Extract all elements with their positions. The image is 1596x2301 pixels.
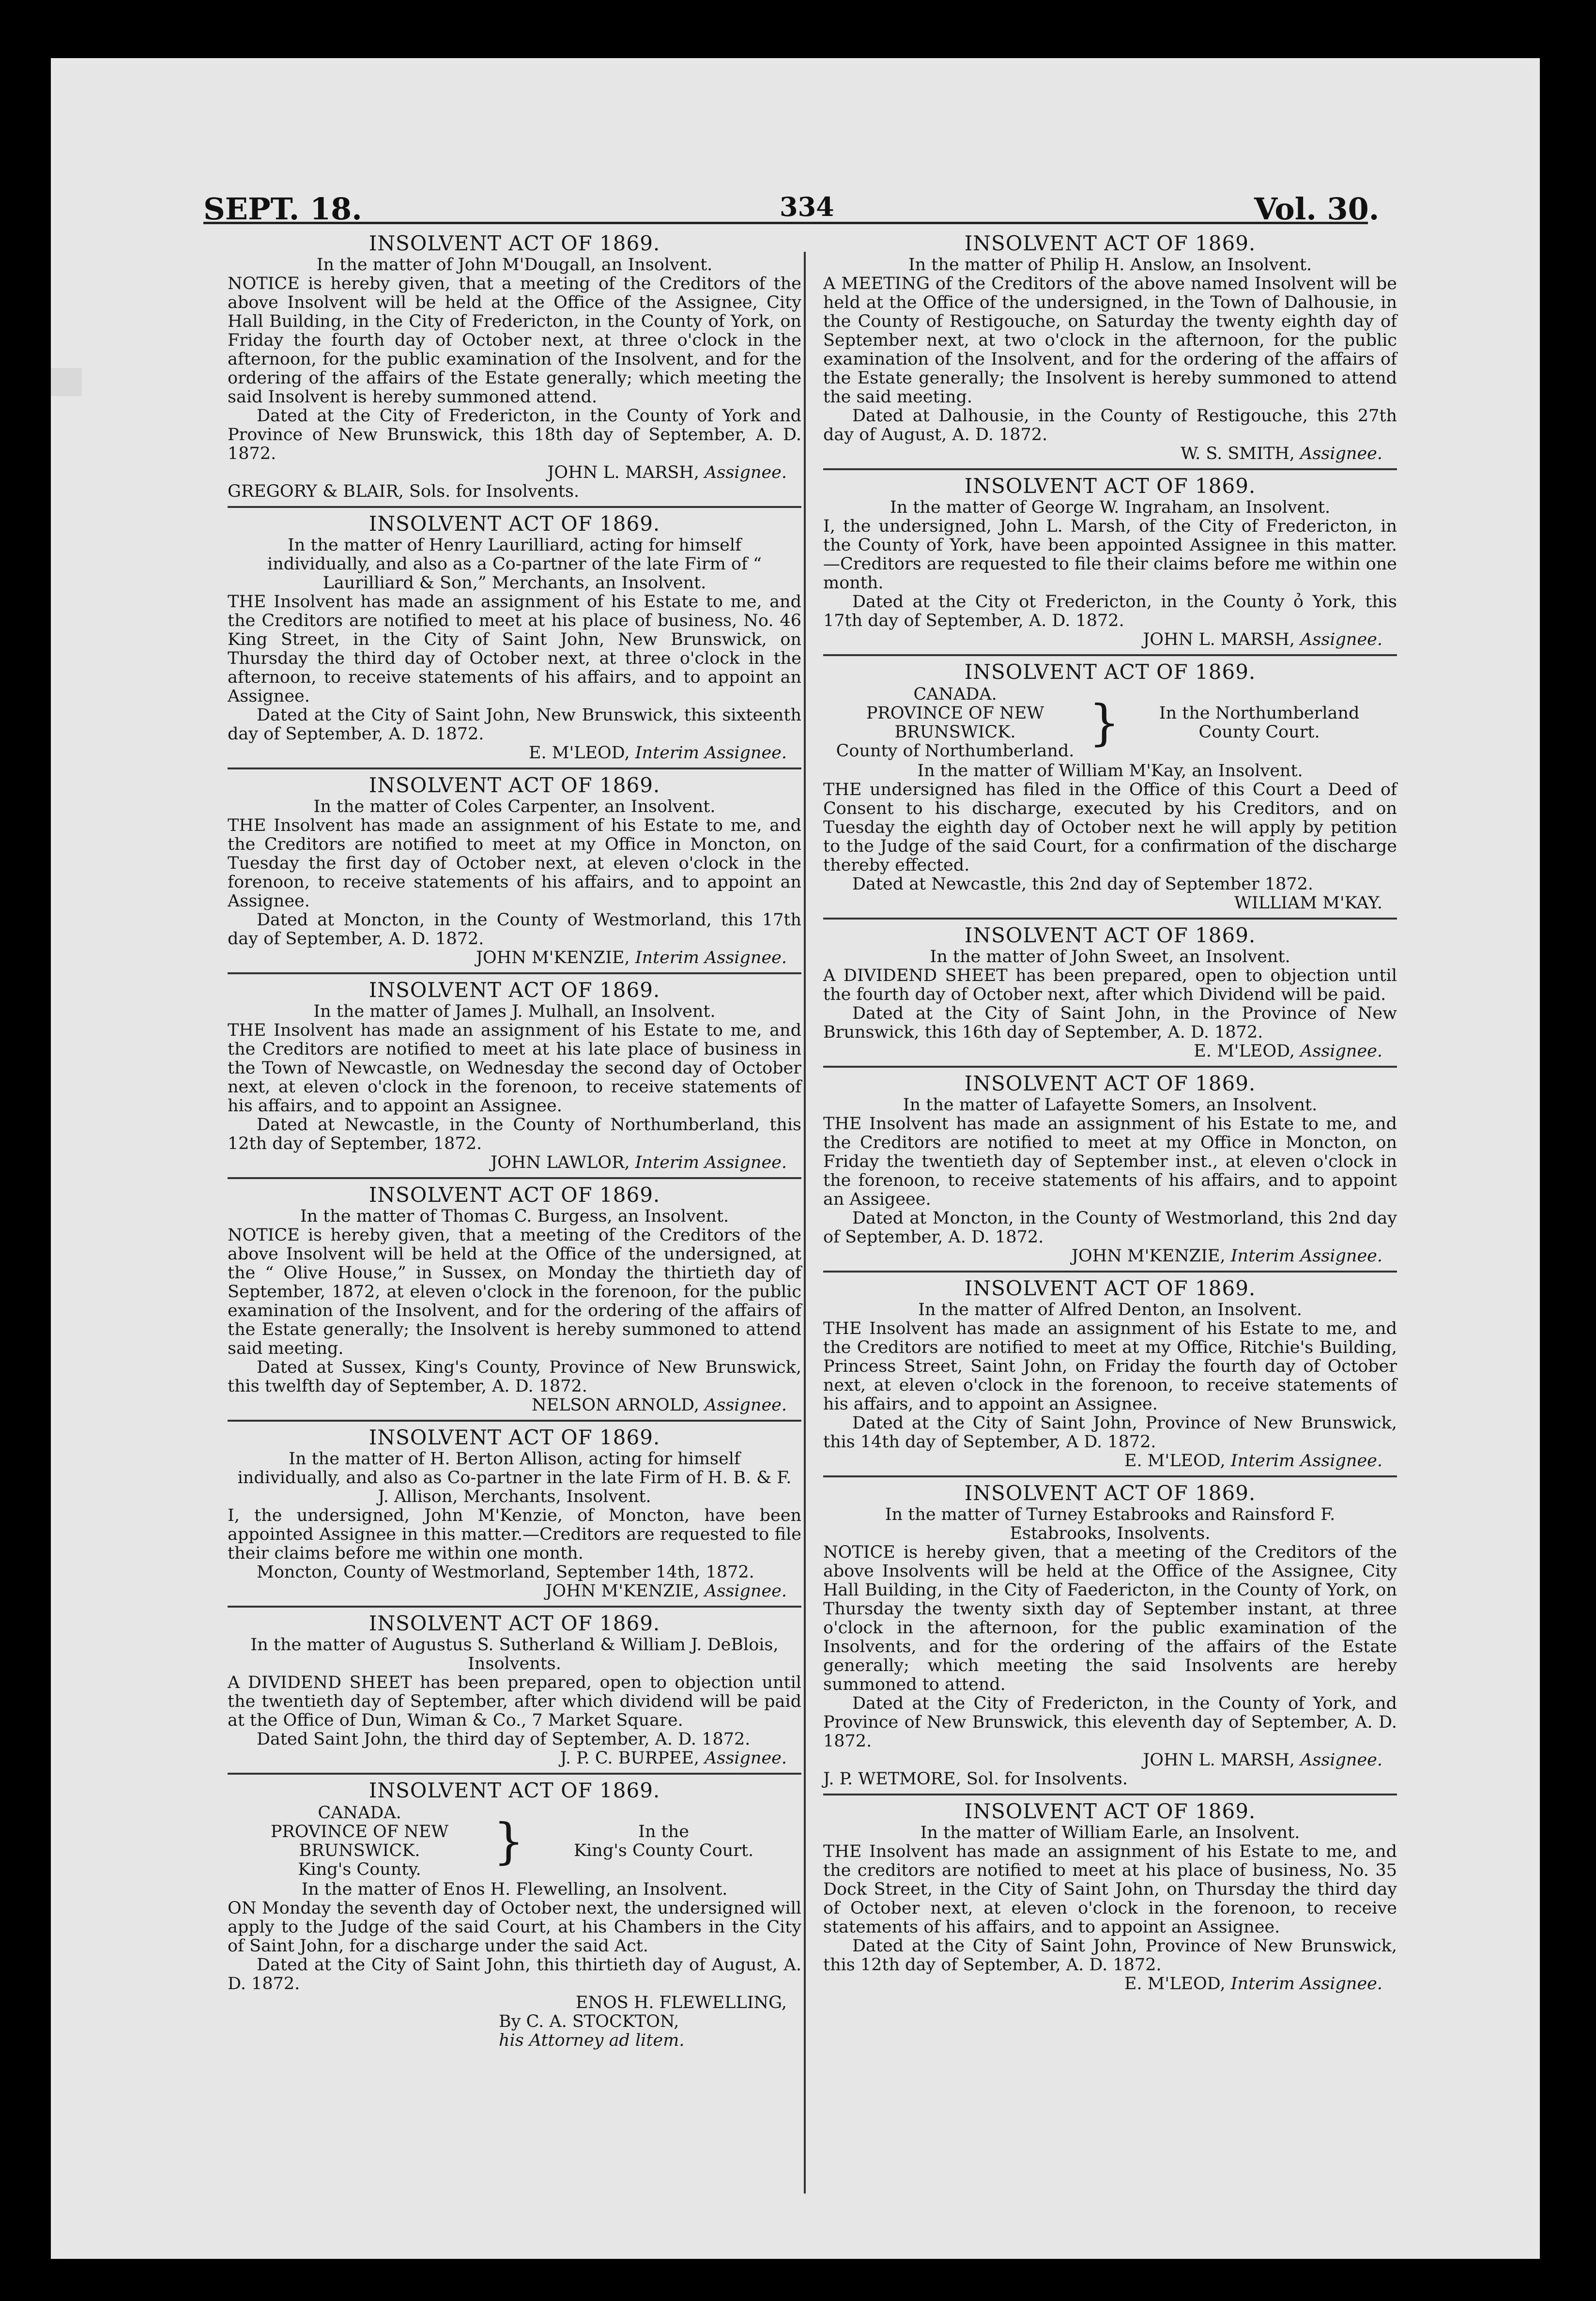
court-name-line: In the [638, 1822, 689, 1841]
notice-dated: Dated at Moncton, in the County of Westmorland, this 2nd day of September, A. D. 1872. [823, 1209, 1397, 1247]
notice-title: INSOLVENT ACT OF 1869. [368, 1611, 660, 1635]
notice-dated: Dated at the City of Saint John, Province of New Brunswick, this 14th day of September, A D. 1872. [823, 1413, 1397, 1452]
notice-body: NOTICE is hereby given, that a meeting of the Creditors of the above Insolvent will be held at the Office of the Assignee, City Hall Building, in the City of Fredericton, in the County of York, on Friday the fourth day of October next, at three o'clock in the afternoon, for the public examination of the Insolvent, and for the ordering of the affairs of the Estate generally; which meeting the said Insolvent is hereby summoned attend. [228, 274, 801, 407]
notice [823, 470, 1397, 656]
signer-name: ENOS H. FLEWELLING, [575, 1993, 787, 2012]
court-heading [228, 1804, 801, 1879]
signer-role: Interim Assignee. [1230, 1246, 1382, 1266]
notice-signature [823, 445, 1397, 463]
notice-title: INSOLVENT ACT OF 1869. [368, 1779, 660, 1802]
notice-signature [823, 894, 1397, 913]
signer-name: E. M'LEOD, [528, 743, 630, 763]
signer-name: NELSON ARNOLD, [532, 1396, 699, 1415]
signer-name: E. M'LEOD, [1124, 1451, 1226, 1471]
notice-body: A DIVIDEND SHEET has been prepared, open to objection until the fourth day of October next, after which Dividend will be paid. [823, 966, 1397, 1004]
column-divider [804, 252, 806, 2194]
notice-body: THE Insolvent has made an assignment of his Estate to me, and the Creditors are notified to meet at his late place of business in the Town of Newcastle, on Wednesday the second day of October next, at eleven o'clock in the forenoon, to receive statements of his affairs, and to appoint an Assignee. [228, 1021, 801, 1116]
notice-dated: Moncton, County of Westmorland, September 14th, 1872. [257, 1563, 754, 1582]
court-province [823, 685, 1087, 761]
notice-matter: In the matter of Augustus S. Sutherland & William J. DeBlois, Insolvents. [250, 1635, 779, 1673]
page-edge-tab [51, 368, 82, 396]
signer-role: Interim Assignee. [635, 1153, 787, 1172]
signer-role: Assignee. [705, 1396, 787, 1415]
notice-body: I, the undersigned, John M'Kenzie, of Moncton, have been appointed Assignee in this matter.—Creditors are requested to file their claims before me within one month. [228, 1506, 801, 1563]
notice [823, 920, 1397, 1068]
header-volume: Vol. 30. [1254, 191, 1380, 227]
notice-title: INSOLVENT ACT OF 1869. [368, 978, 660, 1002]
notice [823, 1795, 1397, 1998]
notice-title: INSOLVENT ACT OF 1869. [964, 474, 1256, 498]
notice-matter: In the matter of Lafayette Somers, an Insolvent. [903, 1095, 1318, 1115]
court-province-line: PROVINCE OF NEW BRUNSWICK. [866, 704, 1044, 742]
notice-title: INSOLVENT ACT OF 1869. [368, 773, 660, 797]
notice-title: INSOLVENT ACT OF 1869. [964, 1799, 1256, 1823]
notice-signature [823, 1975, 1397, 1994]
signer-role: Assignee. [1300, 1750, 1382, 1770]
notice-signature [228, 1153, 801, 1172]
signer-name: W. S. SMITH, [1181, 444, 1295, 463]
notice-matter: In the matter of H. Berton Allison, acting for himself individually, and also as Co-partner in the late Firm of H. B. & F. J. Allison, Merchants, Insolvent. [237, 1449, 792, 1506]
notice-dated: Dated at the City of Saint John, in the Province of New Brunswick, this 16th day of September, A. D. 1872. [823, 1004, 1397, 1042]
court-name-line: King's County Court. [573, 1841, 754, 1860]
notice [228, 769, 801, 974]
notice-dated: Dated at the City of Saint John, this thirtieth day of August, A. D. 1872. [228, 1955, 801, 1994]
notice-title: INSOLVENT ACT OF 1869. [368, 231, 660, 255]
court-name [526, 1823, 801, 1860]
notice-dated: Dated at the City of Fredericton, in the County of York and Province of New Brunswick, this 18th day of September, A. D. 1872. [228, 406, 801, 463]
notice [228, 974, 801, 1179]
notice-matter: In the matter of James J. Mulhall, an Insolvent. [313, 1002, 716, 1021]
notice-matter: In the matter of Enos H. Flewelling, an Insolvent. [301, 1880, 728, 1899]
signer-name: JOHN L. MARSH, [547, 463, 699, 482]
notice-signature [823, 1452, 1397, 1471]
signer-role: Interim Assignee. [635, 743, 787, 763]
notice-matter: In the matter of John Sweet, an Insolvent. [930, 947, 1290, 966]
notice-title: INSOLVENT ACT OF 1869. [368, 1183, 660, 1207]
notice-signature [228, 1749, 801, 1768]
notice-signature [228, 463, 801, 482]
left-column [228, 228, 801, 2203]
signer-name: JOHN L. MARSH, [1143, 630, 1295, 649]
notice-title: INSOLVENT ACT OF 1869. [964, 1072, 1256, 1095]
signer-role: Assignee. [1300, 1042, 1382, 1061]
court-province-line: CANADA. [318, 1803, 401, 1823]
notice-matter: In the matter of William M'Kay, an Insolvent. [917, 761, 1303, 781]
signer-name: J. P. C. BURPEE, [560, 1749, 699, 1768]
court-province-line: County of Northumberland. [836, 741, 1074, 761]
notice [228, 1422, 801, 1608]
notice-matter: In the matter of William Earle, an Insolvent. [920, 1823, 1300, 1842]
notice-matter: In the matter of Thomas C. Burgess, an Insolvent. [300, 1207, 729, 1226]
brace-glyph: } [493, 1813, 524, 1870]
court-name-line: County Court. [1198, 722, 1320, 742]
header-date: SEPT. 18. [203, 191, 362, 227]
notice-signature [228, 1396, 801, 1415]
notice [228, 1775, 801, 2055]
notice-dated: Dated at Newcastle, this 2nd day of September 1872. [852, 874, 1314, 894]
notice-signature [228, 949, 801, 967]
notice-signature [228, 1994, 801, 2012]
notice-body: THE Insolvent has made an assignment of his Estate to me, and the Creditors are notified to meet at his place of business, No. 46 King Street, in the City of Saint John, New Brunswick, on Thursday the third day of October next, at three o'clock in the afternoon, to receive statements of his affairs, and to appoint an Assignee. [228, 592, 801, 706]
notice [228, 1179, 801, 1422]
solicitors-line: J. P. WETMORE, Sol. for Insolvents. [823, 1769, 1128, 1789]
notice [823, 1068, 1397, 1273]
signer-name: JOHN M'KENZIE, [545, 1581, 699, 1601]
notice-title: INSOLVENT ACT OF 1869. [368, 512, 660, 536]
notice [823, 656, 1397, 920]
notice-dated: Dated at the City of Saint John, New Brunswick, this sixteenth day of September, A. D. 1872. [228, 706, 801, 744]
notice-body: A DIVIDEND SHEET has been prepared, open to objection until the twentieth day of September, after which dividend will be paid at the Office of Dun, Wiman & Co., 7 Market Square. [228, 1673, 801, 1730]
notice-dated: Dated at the City of Fredericton, in the County of York, and Province of New Brunswick, this eleventh day of September, A. D. 1872. [823, 1694, 1397, 1751]
court-heading [823, 685, 1397, 761]
notice-signature [823, 1247, 1397, 1266]
notice [228, 1608, 801, 1775]
notice-matter: In the matter of Henry Laurilliard, acting for himself individually, and also as a Co-partner of the late Firm of “ Laurilliard & Son,” Merchants, an Insolvent. [267, 536, 762, 593]
notice [228, 228, 801, 508]
court-province-line: King's County. [298, 1860, 421, 1879]
notice [823, 1477, 1397, 1795]
notice-matter: In the matter of Philip H. Anslow, an Insolvent. [908, 255, 1312, 275]
signer-name: JOHN L. MARSH, [1143, 1750, 1295, 1770]
signer-name: JOHN LAWLOR, [491, 1153, 630, 1172]
notice-body: THE undersigned has filed in the Office of this Court a Deed of Consent to his discharge, executed by his Creditors, and on Tuesday the eighth day of October next he will apply by petition to the Judge of the said Court, for a confirmation of the discharge thereby effected. [823, 780, 1397, 875]
notice-body: THE Insolvent has made an assignment of his Estate to me, and the Creditors are notified to meet at my Office in Moncton, on Tuesday the first day of October next, at eleven o'clock in the forenoon, to receive statements of his affairs, and to appoint an Assignee. [228, 816, 801, 911]
notice [823, 1273, 1397, 1477]
notice-matter: In the matter of Coles Carpenter, an Insolvent. [313, 797, 716, 816]
notice-title: INSOLVENT ACT OF 1869. [964, 660, 1256, 684]
notice-dated: Dated at the City of Saint John, Province of New Brunswick, this 12th day of September, A. D. 1872. [823, 1936, 1397, 1975]
notice-body: THE Insolvent has made an assignment of his Estate to me, and the Creditors are notified to meet at my Office in Moncton, on Friday the twentieth day of September inst., at eleven o'clock in the forenoon, to receive statements of his affairs, and to appoint an Assigeee. [823, 1114, 1397, 1209]
notice-signature [823, 1042, 1397, 1061]
notice-body: THE Insolvent has made an assignment of his Estate to me, and the Creditors are notified to meet at my Office, Ritchie's Building, Princess Street, Saint John, on Friday the fourth day of October next, at eleven o'clock in the forenoon, to receive statements of his affairs, and to appoint an Assignee. [823, 1319, 1397, 1414]
header-page-number: 334 [780, 191, 834, 222]
notice-title: INSOLVENT ACT OF 1869. [368, 1426, 660, 1449]
notice-dated: Dated at Sussex, King's County, Province of New Brunswick, this twelfth day of September, A. D. 1872. [228, 1358, 801, 1396]
signer-name: WILLIAM M'KAY. [1234, 893, 1382, 913]
attorney-role: his Attorney ad litem. [499, 2031, 685, 2050]
notice-signature [823, 1751, 1397, 1770]
notice-matter: In the matter of John M'Dougall, an Insolvent. [316, 255, 713, 275]
notice-signature [228, 744, 801, 763]
notice-matter: In the matter of George W. Ingraham, an Insolvent. [890, 498, 1331, 517]
notice-matter: In the matter of Turney Estabrooks and Rainsford F. Estabrooks, Insolvents. [885, 1505, 1335, 1543]
notice-signature [823, 630, 1397, 649]
notice-dated: Dated at the City ot Fredericton, in the County ỏ York, this 17th day of September, A. D. 1872. [823, 592, 1397, 630]
notice-title: INSOLVENT ACT OF 1869. [964, 1481, 1256, 1505]
notice-body: NOTICE is hereby given, that a meeting of the Creditors of the above Insolvent will be held at the Office of the undersigned, at the “ Olive House,” in Sussex, on Monday the thirtieth day of September, 1872, at eleven o'clock in the forenoon, for the public examination of the Insolvent, and for the ordering of the affairs of the Estate generally; the Insolvent is hereby summoned to attend said meeting. [228, 1226, 801, 1358]
signer-name: E. M'LEOD, [1124, 1974, 1226, 1994]
court-name [1121, 704, 1397, 742]
court-name-line: In the Northumberland [1159, 704, 1360, 723]
signer-name: JOHN M'KENZIE, [476, 948, 630, 967]
attorney-by: By C. A. STOCKTON, [499, 2012, 679, 2031]
notice [228, 508, 801, 769]
notice-title: INSOLVENT ACT OF 1869. [964, 231, 1256, 255]
signer-role: Assignee. [1300, 630, 1382, 649]
notice-body: ON Monday the seventh day of October next, the undersigned will apply to the Judge of the said Court, at his Chambers in the City of Saint John, for a discharge under the said Act. [228, 1899, 801, 1956]
signer-role: Assignee. [1300, 444, 1382, 463]
brace-glyph: } [1089, 694, 1120, 751]
signer-role: Assignee. [705, 1749, 787, 1768]
notice-body: THE Insolvent has made an assignment of his Estate to me, and the сreditors are notified to meet at his place of business, No. 35 Dock Street, in the City of Saint John, on Thursday the third day of October next, at eleven o'clock in the forenoon, to receive statements of his affairs, and to appoint an Assignee. [823, 1842, 1397, 1937]
signer-role: Assignee. [705, 463, 787, 482]
notice-title: INSOLVENT ACT OF 1869. [964, 1276, 1256, 1300]
signer-name: E. M'LEOD, [1194, 1042, 1295, 1061]
notice-dated: Dated at Moncton, in the County of Westmorland, this 17th day of September, A. D. 1872. [228, 910, 801, 949]
notice-body: A MEETING of the Creditors of the above named Insolvent will be held at the Office of the undersigned, in the Town of Dalhousie, in the County of Restigouche, on Saturday the twenty eighth day of September next, at two o'clock in the afternoon, for the public examination of the Insolvent, and for the ordering of the affairs of the Estate generally; the Insolvent is hereby summoned to attend the said meeting. [823, 274, 1397, 407]
signer-role: Assignee. [705, 1581, 787, 1601]
notice-matter: In the matter of Alfred Denton, an Insolvent. [918, 1300, 1302, 1319]
court-province-line: CANADA. [913, 685, 997, 704]
notice-dated: Dated Saint John, the third day of September, A. D. 1872. [257, 1730, 751, 1749]
right-column [823, 228, 1397, 2203]
court-province-line: PROVINCE OF NEW BRUNSWICK. [270, 1822, 449, 1860]
signer-name: JOHN M'KENZIE, [1071, 1246, 1226, 1266]
signer-role: Interim Assignee. [635, 948, 787, 967]
notice-signature [228, 1582, 801, 1601]
notice-title: INSOLVENT ACT OF 1869. [964, 923, 1256, 947]
notice-dated: Dated at Dalhousie, in the County of Restigouche, this 27th day of August, A. D. 1872. [823, 406, 1397, 445]
notice-body: NOTICE is hereby given, that a meeting of the Creditors of the above Insolvents will be held at the Office of the Assignee, City Hall Building, in the City of Faedericton, in the County of York, on Thursday the twenty sixth day of September instant, at three o'clock in the afternoon, for the public examination of the Insolvents, and for the ordering of the affairs of the Estate generally; which meeting the said Insolvents are hereby summoned to attend. [823, 1543, 1397, 1694]
notice [823, 228, 1397, 470]
signer-role: Interim Assignee. [1230, 1451, 1382, 1471]
notice-dated: Dated at Newcastle, in the County of Northumberland, this 12th day of September, 1872. [228, 1115, 801, 1153]
signer-role: Interim Assignee. [1230, 1974, 1382, 1994]
court-province [228, 1804, 491, 1879]
header-rule [203, 222, 1368, 224]
solicitors-line: GREGORY & BLAIR, Sols. for Insolvents. [228, 482, 580, 501]
notice-body: I, the undersigned, John L. Marsh, of the City of Fredericton, in the County of York, have been appointed Assignee in this matter.—Creditors are requested to file their claims before me within one month. [823, 517, 1397, 593]
